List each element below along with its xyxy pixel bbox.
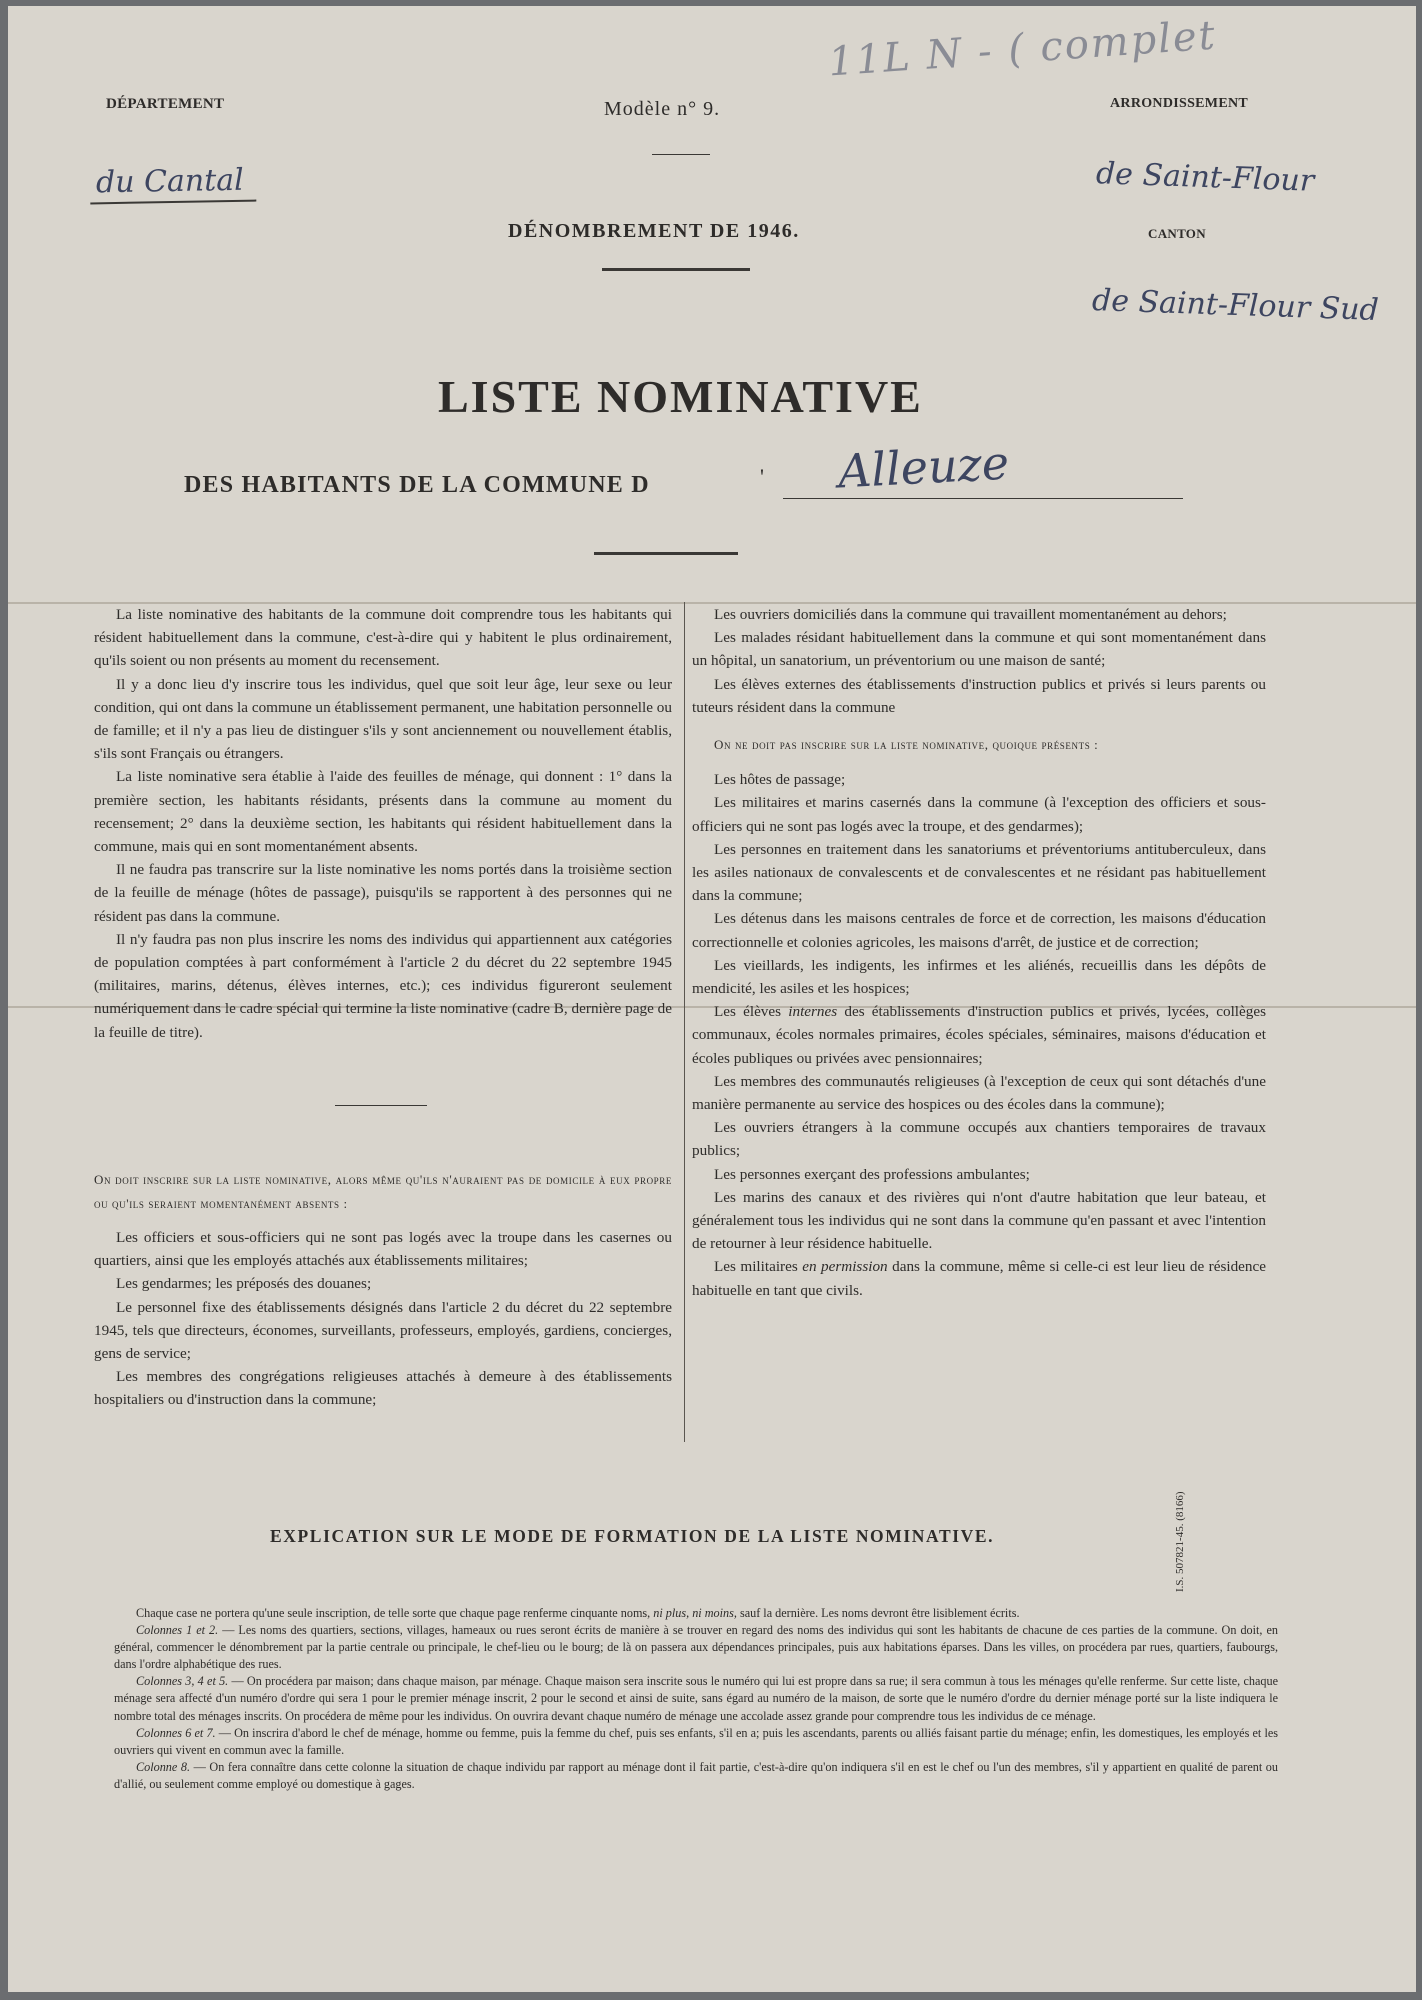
inscribe-list [94,1168,672,1412]
list-item: Les membres des congrégations religieuses attachés à demeure à des établissements hospitaliers ou d'instruction dans la commune; [94,1368,672,1409]
paragraph: Chaque case ne portera qu'une seule inscription, de telle sorte que chaque page renferme cinquante noms, ni plus, ni moins, sauf la dernière. Les noms devront être lisiblement écrits. [136,1606,1020,1620]
list-item: Les officiers et sous-officiers qui ne sont pas logés avec la troupe dans les casernes ou quartiers, ainsi que les employés attachés aux établissements militaires; [94,1229,672,1270]
separator [335,1105,427,1106]
separator [602,268,750,271]
section-heading: On doit inscrire sur la liste nominative, alors même qu'ils n'auraient pas de domicile à eux propre ou qu'ils seraient momentanément absents : [94,1172,672,1211]
instructions-right [692,603,1266,1302]
paragraph: Il n'y faudra pas non plus inscrire les noms des individus qui appartiennent aux catégories de population comptées à part conformément à l'article 2 du décret du 22 septembre 1945 (militaires, marins, détenus, élèves internes, etc.); ces individus figureront seulement numériquement dans le cadre spécial qui termine la liste nominative (cadre B, dernière page de la feuille de titre). [94,930,672,1041]
paragraph: Il ne faudra pas transcrire sur la liste nominative les noms portés dans la troisième section de la feuille de ménage (hôtes de passage), puisqu'ils se rapportent à des personnes qui ne résident pas dans la commune. [94,861,672,925]
paragraph: Colonne 8. — On fera connaître dans cette colonne la situation de chaque individu par rapport au ménage dont il fait partie, c'est-à-dire qu'on indiquera s'il en est le chef ou l'un des membres, s'il y appartient en qualité de parent ou d'allié, ou seulement comme employé ou domestique à gages. [114,1759,1278,1791]
printer-reference: I.S. 507821-45. (8166) [1174,1491,1186,1592]
commune-value: Alleuze [836,435,1011,499]
canton-label: CANTON [1148,226,1206,241]
list-item: Les vieillards, les indigents, les infirmes et les aliénés, recueillis dans les dépôts de mendicité, les asiles et les hospices; [692,956,1266,998]
list-item: Le personnel fixe des établissements désignés dans l'article 2 du décret du 22 septembre 1945, tels que directeurs, économes, surveillants, professeurs, employés, gardiens, concierges, gens de service; [94,1298,672,1363]
paragraph: La liste nominative des habitants de la commune doit comprendre tous les habitants qui résident habituellement dans la commune, c'est-à-dire qui y habitent le plus ordinairement, qu'ils soient ou non présents au moment du recensement. [94,606,672,670]
instructions-left [94,603,672,1044]
list-item: Les élèves internes des établissements d'instruction publics et privés, lycées, collèges communaux, écoles normales primaires, écoles spéciales, séminaires, maisons d'éducation et écoles publiques ou privées avec pensionnaires; [692,1003,1266,1067]
section-heading: On ne doit pas inscrire sur la liste nominative, quoique présents : [714,737,1099,753]
list-item: Les marins des canaux et des rivières qui n'ont d'autre habitation que leur bateau, et généralement tous les individus qui ne sont dans la commune qu'en passant et avec l'intention de retourner à leur résidence habituelle. [692,1188,1266,1253]
list-item: Les personnes exerçant des professions ambulantes; [714,1165,1030,1183]
departement-value: du Cantal [90,163,256,205]
list-item: Les militaires et marins casernés dans la commune (à l'exception des officiers et sous-officiers qui ne sont pas logés avec la troupe, et des gendarmes); [692,794,1266,835]
paragraph: Colonnes 3, 4 et 5. — On procédera par maison; dans chaque maison, par ménage. Chaque maison sera inscrite sous le numéro qui lui est propre dans sa rue; il sera commun à tous les ménages qu'elle renferme. Sur cette liste, chaque ménage sera affecté d'un numéro d'ordre qui sera 1 pour le premier ménage inscrit, 2 pour le second et ainsi de suite, sans égard au numéro de la maison, de sorte que le numéro d'ordre du dernier ménage porté sur la liste indiquera le nombre total des ménages inscrits. On procédera de même pour les individus. On ouvrira devant chaque numéro de ménage une accolade assez grande pour comprendre tous les individus de ce ménage. [114,1674,1278,1723]
list-item: Les personnes en traitement dans les sanatoriums et préventoriums antituberculeux, dans les asiles nationaux de convalescents et de convalescentes et ne résidant pas habituellement dans la commune; [692,840,1266,905]
list-item: Les gendarmes; les préposés des douanes; [116,1275,372,1293]
commune-label: DES HABITANTS DE LA COMMUNE D [184,472,650,498]
explication-body [114,1605,1278,1793]
canton-value: de Saint-Flour Sud [1091,283,1380,328]
page-title: LISTE NOMINATIVE [438,371,923,422]
departement-label: DÉPARTEMENT [106,96,225,112]
paragraph: Il y a donc lieu d'y inscrire tous les individus, quel que soit leur âge, leur sexe ou leur condition, qui ont dans la commune un établissement permanent, une habitation personnelle ou de famille; et il n'y a pas lieu de distinguer s'ils y sont anciennement ou nouvellement établis, s'ils sont Français ou étrangers. [94,675,672,763]
arrondissement-label: ARRONDISSEMENT [1110,96,1248,111]
separator [652,154,710,155]
paragraph: La liste nominative sera établie à l'aide des feuilles de ménage, qui donnent : 1° dans la première section, les habitants résidants, présents dans la commune au moment du recensement; 2° dans la deuxième section, les habitants qui résident habituellement dans la commune, mais qui en sont momentanément absents. [94,768,672,856]
list-item: Les malades résidant habituellement dans la commune et qui sont momentanément dans un hôpital, un sanatorium, un préventorium ou une maison de santé; [692,629,1266,670]
census-form-page [8,6,1416,1992]
list-item: Les détenus dans les maisons centrales de force et de correction, les maisons d'éducation correctionnelle et colonies agricoles, les maisons d'arrêt, de justice et de correction; [692,910,1266,951]
list-item: Les élèves externes des établissements d'instruction publics et privés si leurs parents ou tuteurs résident dans la commune [692,675,1266,716]
paragraph: Colonnes 1 et 2. — Les noms des quartiers, sections, villages, hameaux ou rues seront écrits de manière à se trouver en regard des noms des individus qui sont les habitants de chacune de ces parties de la commune. On doit, en général, commencer le dénombrement par la partie centrale ou principale, le chef-lieu ou le bourg; de là on passera aux dépendances principales, puis aux habitations éparses. Dans les villes, on procédera par rues, quartiers, faubourgs, dans l'ordre alphabétique des rues. [114,1623,1278,1672]
arrondissement-value: de Saint-Flour [1095,156,1315,199]
paragraph: Colonnes 6 et 7. — On inscrira d'abord le chef de ménage, homme ou femme, puis la femme du chef, puis ses enfants, s'il en a; puis les ascendants, parents ou alliés faisant partie du ménage; enfin, les domestiques, les employés et les ouvriers qui vivent en commun avec la famille. [114,1725,1278,1757]
list-item: Les ouvriers domiciliés dans la commune qui travaillent momentanément au dehors; [714,606,1227,623]
explication-title: EXPLICATION SUR LE MODE DE FORMATION DE LA LISTE NOMINATIVE. [270,1526,995,1546]
list-item: Les hôtes de passage; [714,771,846,789]
modele-number: Modèle n° 9. [604,98,721,120]
margin-note: 11L N - ( complet [826,12,1219,86]
apostrophe: ' [760,464,764,489]
list-item: Les militaires en permission dans la commune, même si celle-ci est leur lieu de résidence habituelle en tant que civils. [692,1258,1266,1299]
column-divider [684,602,685,1442]
denombrement-title: DÉNOMBREMENT DE 1946. [508,220,800,242]
list-item: Les membres des communautés religieuses (à l'exception de ceux qui sont détachés d'une manière permanente au service des hospices ou des écoles dans la commune); [692,1072,1266,1114]
list-item: Les ouvriers étrangers à la commune occupés aux chantiers temporaires de travaux publics; [692,1119,1266,1160]
separator [594,552,738,555]
